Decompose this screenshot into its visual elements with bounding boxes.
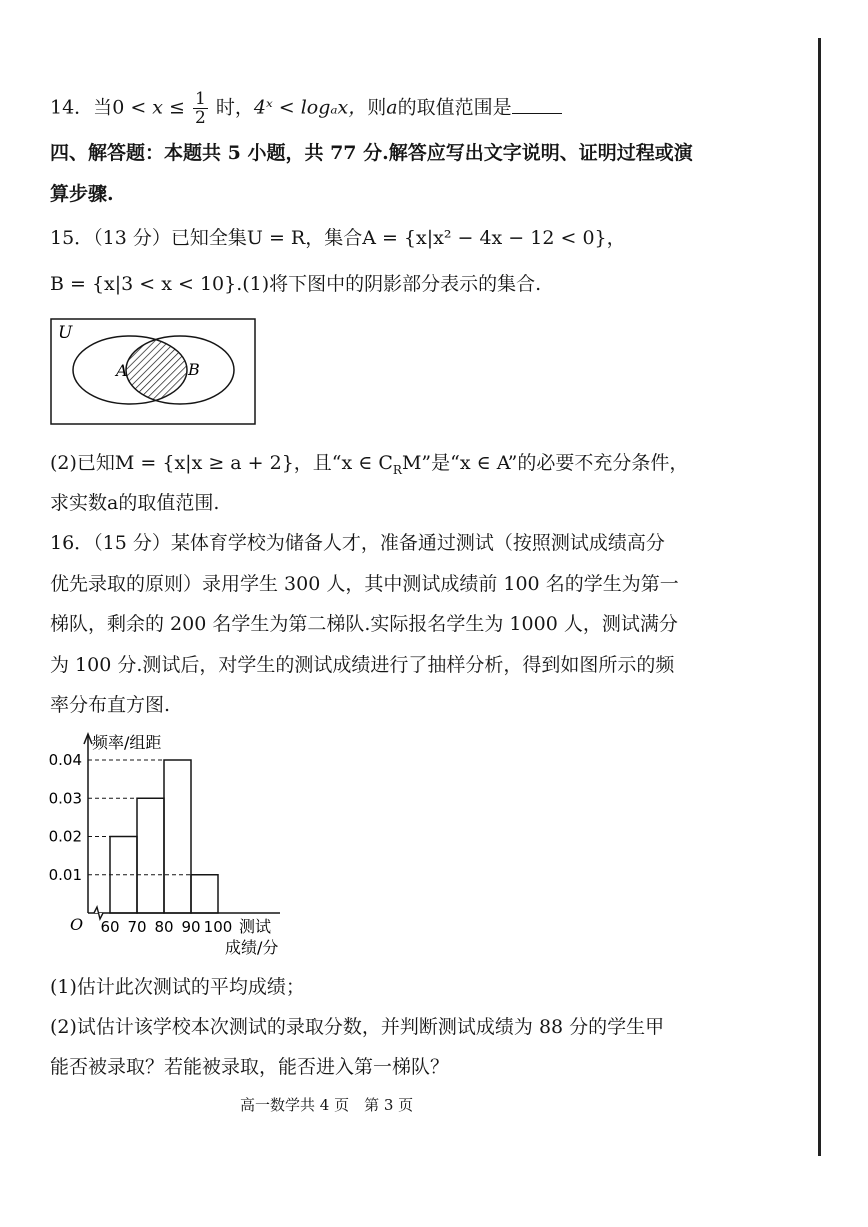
question-15-line2: B = {x|3 < x < 10}.(1)将下图中的阴影部分表示的集合. (50, 273, 542, 295)
question-16-sub1: (1)估计此次测试的平均成绩； (50, 976, 305, 998)
origin-label: O (70, 915, 84, 934)
question-15-part2-line1: (2)已知M = {x|x ≥ a + 2}，且“x ∈ $C_RM$”是“x ∈ A”的必要不充分条件， (50, 452, 689, 477)
question-16-line5: 率分布直方图. (50, 694, 171, 716)
y-tick-label: 0.03 (48, 789, 82, 808)
venn-label-a: A (116, 361, 128, 380)
y-tick-label: 0.04 (48, 751, 82, 769)
histogram-bar-70-80 (137, 798, 164, 913)
frequency-histogram (40, 728, 310, 958)
page-footer: 高一数学共 4 页 第 3 页 (240, 1096, 414, 1114)
x-tick-label: 80 (154, 918, 174, 936)
histogram-bar-80-90 (164, 760, 191, 913)
answer-blank (512, 95, 562, 114)
section-header-line1: 四、解答题：本题共 5 小题，共 77 分.解答应写出文字说明、证明过程或演 (50, 142, 693, 164)
y-axis-title: 频率/组距 (92, 733, 162, 752)
venn-label-b: B (188, 360, 200, 379)
question-16-sub2-line2: 能否被录取？若能被录取，能否进入第一梯队？ (50, 1056, 450, 1078)
section-header-line2: 算步骤. (50, 183, 114, 205)
x-axis-title-line1: 测试 (239, 917, 272, 936)
x-tick-label: 70 (127, 918, 147, 936)
x-tick-label: 90 (181, 918, 201, 936)
x-axis-title-line2: 成绩/分 (225, 938, 279, 957)
question-16-line4: 为 100 分.测试后，对学生的测试成绩进行了抽样分析，得到如图所示的频 (50, 654, 675, 676)
question-15-part2-line2: 求实数a的取值范围. (50, 492, 220, 514)
question-16-line2: 优先录取的原则）录用学生 300 人，其中测试成绩前 100 名的学生为第一 (50, 573, 679, 595)
x-tick-label: 60 (100, 918, 120, 936)
y-tick-label: 0.02 (48, 827, 82, 846)
venn-label-u: U (58, 323, 73, 343)
page-border-line (818, 38, 821, 1156)
histogram-bar-90-100 (191, 875, 218, 913)
venn-diagram (50, 318, 256, 426)
question-15-line1: 15．（13 分）已知全集U = R，集合A = {x|x² − 4x − 12 < 0}， (50, 227, 626, 249)
y-tick-label: 0.01 (48, 865, 82, 884)
question-16-sub2-line1: (2)试估计该学校本次测试的录取分数，并判断测试成绩为 88 分的学生甲 (50, 1016, 665, 1038)
question-16-line1: 16．（15 分）某体育学校为储备人才，准备通过测试（按照测试成绩高分 (50, 532, 665, 554)
fraction-one-half: $\frac{1}{2}$ (195, 89, 206, 128)
x-tick-label: 100 (203, 918, 233, 936)
question-16-line3: 梯队，剩余的 200 名学生为第二梯队.实际报名学生为 1000 人，测试满分 (50, 613, 678, 635)
question-14: 14．当0 < x ≤ $\frac{1}{2}$ 时，4ˣ < logₐx，则a的取值范围是 (50, 90, 562, 127)
